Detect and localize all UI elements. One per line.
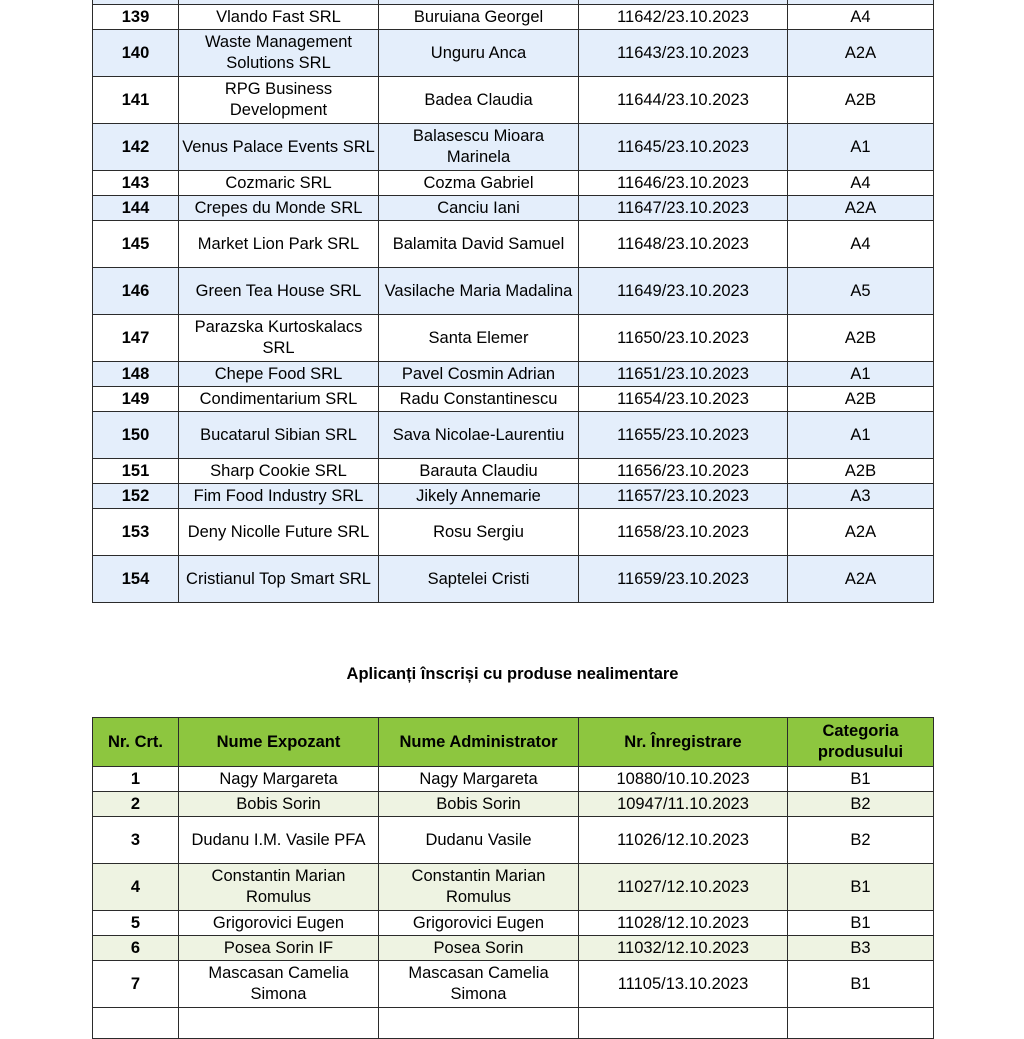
administrator-name: Unguru Anca <box>379 30 579 77</box>
product-category: B1 <box>788 767 934 792</box>
exhibitor-name: Sharp Cookie SRL <box>179 459 379 484</box>
administrator-name: Bobis Sorin <box>379 792 579 817</box>
product-category: A2A <box>788 509 934 556</box>
table-row <box>93 171 934 196</box>
row-number: 140 <box>93 30 179 77</box>
administrator-name: Balasescu Mioara Marinela <box>379 124 579 171</box>
table-row <box>93 911 934 936</box>
administrator-name: Mascasan Camelia Simona <box>379 961 579 1008</box>
table-row <box>93 196 934 221</box>
table-cell <box>179 1008 379 1039</box>
registration-number: 11644/23.10.2023 <box>579 77 788 124</box>
nonfood-applicants-table <box>92 717 934 1039</box>
exhibitor-name: Fim Food Industry SRL <box>179 484 379 509</box>
product-category: B3 <box>788 936 934 961</box>
product-category: B2 <box>788 817 934 864</box>
registration-number: 11658/23.10.2023 <box>579 509 788 556</box>
product-category: B2 <box>788 792 934 817</box>
row-number: 2 <box>93 792 179 817</box>
table-row <box>93 315 934 362</box>
table-row <box>93 30 934 77</box>
registration-number: 11651/23.10.2023 <box>579 362 788 387</box>
registration-number: 11649/23.10.2023 <box>579 268 788 315</box>
registration-number: 11027/12.10.2023 <box>579 864 788 911</box>
header-nume-expozant: Nume Expozant <box>179 718 379 767</box>
row-number: 5 <box>93 911 179 936</box>
administrator-name: Nagy Margareta <box>379 767 579 792</box>
registration-number: 10880/10.10.2023 <box>579 767 788 792</box>
table-row <box>93 124 934 171</box>
table-cell <box>93 1008 179 1039</box>
exhibitor-name: Deny Nicolle Future SRL <box>179 509 379 556</box>
registration-number: 11026/12.10.2023 <box>579 817 788 864</box>
administrator-name: Sava Nicolae-Laurentiu <box>379 412 579 459</box>
product-category: B1 <box>788 911 934 936</box>
row-number: 4 <box>93 864 179 911</box>
header-nr-inregistrare: Nr. Înregistrare <box>579 718 788 767</box>
row-number: 154 <box>93 556 179 603</box>
table-row <box>93 864 934 911</box>
exhibitor-name: Market Lion Park SRL <box>179 221 379 268</box>
row-number: 1 <box>93 767 179 792</box>
table-row <box>93 387 934 412</box>
table-cell <box>788 1008 934 1039</box>
product-category: A3 <box>788 484 934 509</box>
product-category: A2B <box>788 387 934 412</box>
administrator-name: Canciu Iani <box>379 196 579 221</box>
registration-number: 11648/23.10.2023 <box>579 221 788 268</box>
header-categoria-produsului: Categoria produsului <box>788 718 934 767</box>
table-row <box>93 221 934 268</box>
product-category: A2A <box>788 556 934 603</box>
table-cell <box>379 1008 579 1039</box>
row-number: 139 <box>93 5 179 30</box>
administrator-name: Balamita David Samuel <box>379 221 579 268</box>
exhibitor-name: RPG Business Development <box>179 77 379 124</box>
product-category: A5 <box>788 268 934 315</box>
product-category: A1 <box>788 362 934 387</box>
registration-number: 11643/23.10.2023 <box>579 30 788 77</box>
registration-number: 11028/12.10.2023 <box>579 911 788 936</box>
exhibitor-name: Constantin Marian Romulus <box>179 864 379 911</box>
administrator-name: Saptelei Cristi <box>379 556 579 603</box>
administrator-name: Grigorovici Eugen <box>379 911 579 936</box>
product-category: B1 <box>788 864 934 911</box>
row-number: 150 <box>93 412 179 459</box>
exhibitor-name: Green Tea House SRL <box>179 268 379 315</box>
table-row <box>93 767 934 792</box>
row-number: 146 <box>93 268 179 315</box>
row-number: 153 <box>93 509 179 556</box>
exhibitor-name: Posea Sorin IF <box>179 936 379 961</box>
registration-number: 11645/23.10.2023 <box>579 124 788 171</box>
table-cell <box>579 1008 788 1039</box>
row-number: 144 <box>93 196 179 221</box>
table-row <box>93 792 934 817</box>
row-number: 141 <box>93 77 179 124</box>
row-number: 147 <box>93 315 179 362</box>
table-row <box>93 412 934 459</box>
exhibitor-name: Bobis Sorin <box>179 792 379 817</box>
registration-number: 11659/23.10.2023 <box>579 556 788 603</box>
exhibitor-name: Nagy Margareta <box>179 767 379 792</box>
exhibitor-name: Parazska Kurtoskalacs SRL <box>179 315 379 362</box>
header-nr-crt: Nr. Crt. <box>93 718 179 767</box>
registration-number: 11647/23.10.2023 <box>579 196 788 221</box>
administrator-name: Posea Sorin <box>379 936 579 961</box>
product-category: A2B <box>788 459 934 484</box>
registration-number: 11655/23.10.2023 <box>579 412 788 459</box>
administrator-name: Radu Constantinescu <box>379 387 579 412</box>
exhibitor-name: Dudanu I.M. Vasile PFA <box>179 817 379 864</box>
registration-number: 11657/23.10.2023 <box>579 484 788 509</box>
table-row <box>93 362 934 387</box>
row-number: 149 <box>93 387 179 412</box>
exhibitor-name: Chepe Food SRL <box>179 362 379 387</box>
exhibitor-name: Waste Management Solutions SRL <box>179 30 379 77</box>
registration-number: 11656/23.10.2023 <box>579 459 788 484</box>
product-category: B1 <box>788 961 934 1008</box>
registration-number: 11650/23.10.2023 <box>579 315 788 362</box>
product-category: A2B <box>788 315 934 362</box>
row-number: 142 <box>93 124 179 171</box>
table-row <box>93 556 934 603</box>
product-category: A2A <box>788 196 934 221</box>
table-row <box>93 936 934 961</box>
administrator-name: Vasilache Maria Madalina <box>379 268 579 315</box>
administrator-name: Pavel Cosmin Adrian <box>379 362 579 387</box>
row-number: 7 <box>93 961 179 1008</box>
row-number: 3 <box>93 817 179 864</box>
administrator-name: Jikely Annemarie <box>379 484 579 509</box>
administrator-name: Barauta Claudiu <box>379 459 579 484</box>
administrator-name: Rosu Sergiu <box>379 509 579 556</box>
administrator-name: Buruiana Georgel <box>379 5 579 30</box>
row-number: 152 <box>93 484 179 509</box>
exhibitor-name: Crepes du Monde SRL <box>179 196 379 221</box>
exhibitor-name: Vlando Fast SRL <box>179 5 379 30</box>
administrator-name: Dudanu Vasile <box>379 817 579 864</box>
row-number: 6 <box>93 936 179 961</box>
registration-number: 11654/23.10.2023 <box>579 387 788 412</box>
exhibitor-name: Grigorovici Eugen <box>179 911 379 936</box>
table-row <box>93 484 934 509</box>
exhibitor-name: Mascasan Camelia Simona <box>179 961 379 1008</box>
section-title: Aplicanți înscriși cu produse nealimentare <box>346 665 679 683</box>
table-header-row <box>93 718 934 767</box>
product-category: A4 <box>788 221 934 268</box>
row-number: 151 <box>93 459 179 484</box>
registration-number: 11032/12.10.2023 <box>579 936 788 961</box>
exhibitor-name: Cozmaric SRL <box>179 171 379 196</box>
exhibitor-name: Bucatarul Sibian SRL <box>179 412 379 459</box>
administrator-name: Cozma Gabriel <box>379 171 579 196</box>
row-number: 145 <box>93 221 179 268</box>
exhibitor-name: Venus Palace Events SRL <box>179 124 379 171</box>
product-category: A4 <box>788 5 934 30</box>
registration-number: 11105/13.10.2023 <box>579 961 788 1008</box>
product-category: A2A <box>788 30 934 77</box>
header-nume-administrator: Nume Administrator <box>379 718 579 767</box>
table-row <box>93 509 934 556</box>
product-category: A2B <box>788 77 934 124</box>
table-row <box>93 77 934 124</box>
exhibitor-name: Condimentarium SRL <box>179 387 379 412</box>
row-number: 148 <box>93 362 179 387</box>
product-category: A1 <box>788 412 934 459</box>
table-row <box>93 817 934 864</box>
registration-number: 11642/23.10.2023 <box>579 5 788 30</box>
table-row <box>93 961 934 1008</box>
exhibitor-name: Cristianul Top Smart SRL <box>179 556 379 603</box>
table-row-partial <box>93 1008 934 1039</box>
table-row <box>93 5 934 30</box>
table-row <box>93 268 934 315</box>
table-row <box>93 459 934 484</box>
food-applicants-table <box>92 0 934 603</box>
product-category: A1 <box>788 124 934 171</box>
row-number: 143 <box>93 171 179 196</box>
administrator-name: Santa Elemer <box>379 315 579 362</box>
registration-number: 11646/23.10.2023 <box>579 171 788 196</box>
administrator-name: Badea Claudia <box>379 77 579 124</box>
registration-number: 10947/11.10.2023 <box>579 792 788 817</box>
administrator-name: Constantin Marian Romulus <box>379 864 579 911</box>
product-category: A4 <box>788 171 934 196</box>
